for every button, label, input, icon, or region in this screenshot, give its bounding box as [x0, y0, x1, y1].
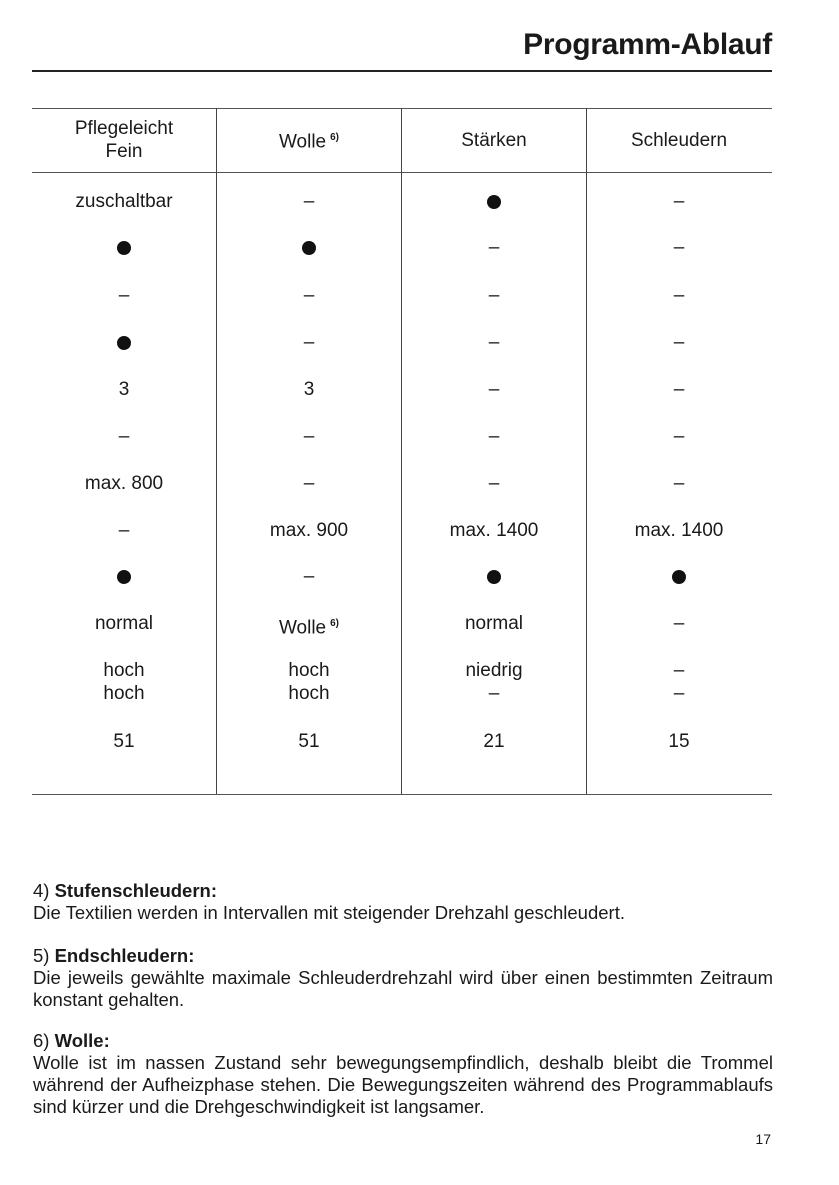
cell-text: normal: [464, 613, 524, 634]
table-cell: [589, 565, 769, 584]
cell-text: hoch: [103, 683, 145, 704]
table-cell: [589, 378, 769, 401]
cell-text: –: [488, 426, 500, 447]
cell-text: –: [488, 683, 500, 704]
table-cell: [219, 519, 399, 542]
footnote-block: [33, 880, 773, 924]
table-cell: [589, 612, 769, 635]
column-divider: [401, 108, 402, 794]
column-header-label: Wolle $^{6)}$: [278, 131, 340, 153]
table-cell: [589, 331, 769, 354]
cell-text: –: [488, 285, 500, 306]
cell-text: zuschaltbar: [75, 191, 173, 212]
table-cell: [219, 378, 399, 401]
footnote-marker: 6): [330, 618, 340, 629]
cell-text: –: [303, 566, 315, 587]
table-cell: [34, 331, 214, 350]
bullet-dot-icon: [672, 570, 686, 584]
table-cell: [219, 730, 399, 753]
table-cell: [404, 612, 584, 635]
table-cell: [219, 472, 399, 495]
cell-text: niedrig: [465, 660, 523, 681]
table-cell: [219, 331, 399, 354]
footnote-block: [33, 1030, 773, 1118]
cell-text: –: [488, 237, 500, 258]
table-cell: [219, 190, 399, 213]
table-cell: [589, 190, 769, 213]
table-cell: [34, 730, 214, 753]
cell-text: –: [303, 285, 315, 306]
table-bottom-rule: [32, 794, 772, 795]
bullet-dot-icon: [487, 570, 501, 584]
column-header: [34, 108, 214, 172]
bullet-dot-icon: [487, 195, 501, 209]
cell-text: max. 900: [269, 520, 349, 541]
cell-text: –: [118, 285, 130, 306]
table-cell: [34, 190, 214, 213]
cell-text: –: [118, 520, 130, 541]
cell-text: –: [673, 285, 685, 306]
cell-text: –: [488, 473, 500, 494]
cell-text: hoch: [288, 683, 330, 704]
column-divider: [586, 108, 587, 794]
table-cell: [34, 565, 214, 584]
column-header-label: Fein: [105, 141, 143, 162]
title-rule: [32, 70, 772, 72]
footnote-heading-line: [33, 880, 773, 902]
column-header: [589, 108, 769, 172]
table-header-rule: [32, 172, 772, 173]
page-number: 17: [755, 1131, 771, 1147]
column-header: [404, 108, 584, 172]
cell-text: max. 1400: [634, 520, 724, 541]
cell-text: 3: [303, 379, 315, 400]
table-cell: [404, 472, 584, 495]
footnote-number: 5): [33, 945, 55, 966]
footnote-number: 4): [33, 880, 55, 901]
table-cell: [219, 565, 399, 588]
table-cell: [34, 612, 214, 635]
cell-text: hoch: [103, 660, 145, 681]
footnote-heading-line: [33, 945, 773, 967]
cell-text: –: [303, 426, 315, 447]
footnote-text: Wolle ist im nassen Zustand sehr bewegungsempfindlich, deshalb bleibt die Trommel während der Aufheizphase stehen. Die Bewegungszeiten während des Programmablaufs sind kürzer und die Drehgeschwindigkeit ist langsamer.: [33, 1052, 773, 1117]
table-cell: [34, 425, 214, 448]
page-title: Programm-Ablauf: [523, 28, 772, 61]
cell-text: –: [303, 473, 315, 494]
footnote-number: 6): [33, 1030, 55, 1051]
cell-text: –: [118, 426, 130, 447]
cell-text: –: [673, 426, 685, 447]
table-cell: [34, 236, 214, 255]
table-cell: [589, 236, 769, 259]
table-cell: [404, 519, 584, 542]
footnote-heading: Wolle:: [54, 1030, 110, 1051]
table-cell: [34, 284, 214, 307]
table-cell: [404, 236, 584, 259]
cell-text: –: [673, 332, 685, 353]
table-cell: [404, 331, 584, 354]
table-cell: [34, 472, 214, 495]
footnote-marker: 6): [330, 132, 340, 144]
footnote-text: Die jeweils gewählte maximale Schleuderdrehzahl wird über einen bestimmten Zeitraum konstant gehalten.: [33, 967, 773, 1010]
footnote-text: Die Textilien werden in Intervallen mit steigender Drehzahl geschleudert.: [33, 902, 625, 923]
table-cell: [404, 190, 584, 209]
column-header: [219, 108, 399, 172]
table-cell: [404, 425, 584, 448]
bullet-dot-icon: [117, 241, 131, 255]
footnote-heading: Endschleudern:: [54, 945, 195, 966]
cell-text: –: [673, 613, 685, 634]
table-cell: [589, 519, 769, 542]
table-cell: [219, 236, 399, 255]
cell-text: Wolle $^{6)}$: [278, 617, 340, 639]
column-header-label: Schleudern: [630, 129, 728, 151]
footnote-block: [33, 945, 773, 1011]
cell-text: –: [673, 683, 685, 704]
table-cell: [589, 284, 769, 307]
cell-text: –: [673, 191, 685, 212]
table-cell: [34, 378, 214, 401]
cell-text: 3: [118, 379, 130, 400]
table-cell: [219, 612, 399, 639]
table-cell: [589, 425, 769, 448]
cell-text: –: [673, 379, 685, 400]
cell-text: 51: [298, 731, 320, 752]
column-header-label: Stärken: [461, 129, 527, 151]
table-cell: [589, 472, 769, 495]
cell-text: –: [488, 379, 500, 400]
cell-text: 21: [483, 731, 505, 752]
bullet-dot-icon: [302, 241, 316, 255]
column-divider: [216, 108, 217, 794]
cell-text: –: [673, 237, 685, 258]
cell-text: 15: [668, 731, 690, 752]
table-cell: [219, 425, 399, 448]
cell-text: max. 1400: [449, 520, 539, 541]
bullet-dot-icon: [117, 336, 131, 350]
cell-text: normal: [94, 613, 154, 634]
cell-text: –: [673, 473, 685, 494]
cell-text: max. 800: [84, 473, 164, 494]
table-cell: [34, 659, 214, 705]
cell-text: –: [673, 660, 685, 681]
table-cell: [219, 284, 399, 307]
bullet-dot-icon: [117, 570, 131, 584]
table-cell: [589, 659, 769, 705]
table-cell: [404, 284, 584, 307]
cell-text: –: [488, 332, 500, 353]
footnote-heading-line: [33, 1030, 773, 1052]
table-cell: [404, 659, 584, 705]
table-cell: [404, 565, 584, 584]
table-cell: [219, 659, 399, 705]
cell-text: 51: [113, 731, 135, 752]
table-cell: [404, 378, 584, 401]
table-cell: [589, 730, 769, 753]
table-cell: [404, 730, 584, 753]
cell-text: –: [303, 191, 315, 212]
column-header-label: Pflegeleicht: [74, 118, 174, 139]
footnote-heading: Stufenschleudern:: [54, 880, 218, 901]
table-cell: [34, 519, 214, 542]
cell-text: hoch: [288, 660, 330, 681]
cell-text: –: [303, 332, 315, 353]
